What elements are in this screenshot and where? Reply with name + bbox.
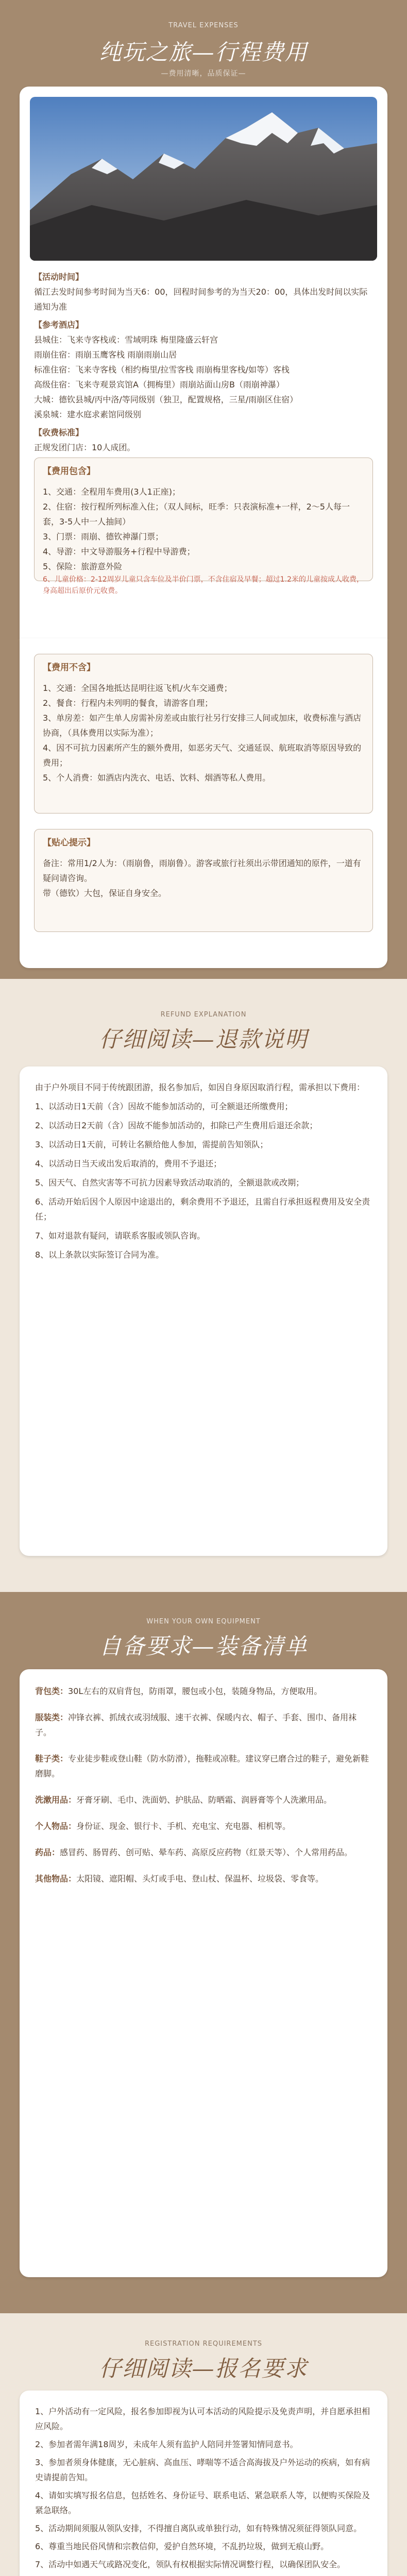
equip-item-label: 药品： — [35, 1848, 60, 1857]
expense-text-block — [34, 269, 374, 470]
include-line: 1、交通：全程用车费用(3人1正座)； — [43, 487, 181, 497]
expense-title: 纯玩之旅—行程费用 — [99, 40, 308, 65]
reference-line: 溪泉城：建水庭求素馆同级别 — [34, 410, 142, 419]
equip-section — [0, 1592, 407, 2313]
tips-line: 备注：常用1/2人为：（雨崩鲁，雨崩鲁）。游客或旅行社须出示带团通知的原件，一道有疑问请咨询。 — [43, 858, 361, 883]
exclude-line: 1、交通：全国各地抵达昆明往返飞机/火车交通费； — [43, 683, 232, 693]
expense-subtitle: —费用清晰，品质保证— — [161, 70, 246, 78]
equip-en-title: WHEN YOUR OWN EQUIPMENT — [146, 1618, 261, 1625]
include-line: 2、住宿：按行程所列标准入住；（双人间标，旺季：只表演标准+一样，2～5人每一套，3-5人中一人抽间） — [43, 502, 350, 527]
refund-line: 6、活动开始后因个人原因中途退出的，剩余费用不予退还，且需自行承担返程费用及安全责任； — [35, 1197, 370, 1222]
equip-item-label: 鞋子类： — [35, 1754, 69, 1764]
refund-line: 2、以活动日2天前（含）因故不能参加活动的，扣除已产生费用后退还余款； — [35, 1121, 318, 1130]
tips-title: 【贴心提示】 — [43, 838, 95, 848]
expense-en-title: TRAVEL EXPENSES — [168, 22, 239, 29]
equip-item — [35, 1684, 372, 1699]
equip-item-text: 专业徒步鞋或登山鞋（防水防滑），拖鞋或凉鞋。建议穿已磨合过的鞋子，避免新鞋磨脚。 — [35, 1754, 369, 1778]
reference-hotel-label: 【参考酒店】 — [34, 320, 84, 330]
signup-section — [0, 2313, 407, 2576]
refund-line: 8、以上条款以实际签订合同为准。 — [35, 1250, 164, 1260]
include-line: 4、导游：中文导游服务+行程中导游费； — [43, 547, 195, 556]
refund-line: 4、以活动日当天或出发后取消的，费用不予退还； — [35, 1159, 222, 1168]
include-line: 6、儿童价格：2-12周岁儿童只含车位及半价门票，不含住宿及早餐；超过1.2米的儿童按成人收费，身高超出后原价元收费。 — [43, 575, 364, 595]
snow-mountain-image — [30, 97, 377, 261]
reference-line: 县城住：飞来寺客栈或：雪域明珠 梅里隆盛云轩宫 — [34, 335, 218, 345]
equip-item-label: 服装类： — [35, 1713, 69, 1722]
activity-time-label: 【活动时间】 — [34, 272, 84, 282]
equip-card — [20, 1669, 387, 2277]
signup-line: 7、活动中如遇天气或路况变化，领队有权根据实际情况调整行程，以确保团队安全。 — [35, 2560, 346, 2569]
signup-en-title: REGISTRATION REQUIREMENTS — [144, 2340, 263, 2348]
signup-line: 6、尊重当地民俗风情和宗教信仰，爱护自然环境，不乱扔垃圾，做到无痕山野。 — [35, 2541, 329, 2551]
equip-item — [35, 1845, 372, 1860]
tips-line: 带（德钦）大包，保证自身安全。 — [43, 888, 167, 898]
exclude-tips-card — [20, 638, 387, 968]
refund-line: 3、以活动日1天前，可转让名额给他人参加，需提前告知领队； — [35, 1140, 268, 1149]
exclude-line: 4、因不可抗力因素所产生的额外费用，如恶劣天气、交通延误、航班取消等原因导致的费用； — [43, 743, 362, 768]
equip-item-text: 30L左右的双肩背包，防雨罩，腰包或小包，装随身物品，方便取用。 — [68, 1686, 323, 1696]
tips-box — [34, 829, 373, 932]
signup-card — [20, 2391, 387, 2576]
reference-line: 标准住宿：飞来寺客栈（相约梅里/拉雪客栈 雨崩梅里客栈/如等）客栈 — [34, 365, 290, 375]
include-line: 5、保险：旅游意外险 — [43, 562, 123, 571]
equip-item-label: 其他物品： — [35, 1874, 77, 1884]
signup-title: 仔细阅读—报名要求 — [99, 2356, 308, 2382]
refund-line: 7、如对退款有疑问，请联系客服或领队咨询。 — [35, 1231, 206, 1241]
signup-line: 4、请如实填写报名信息，包括姓名、身份证号、联系电话、紧急联系人等，以便购买保险及紧急联络。 — [35, 2490, 370, 2515]
include-line: 3、门票：雨崩、德钦神瀑门票； — [43, 532, 164, 541]
signup-line: 1、户外活动有一定风险，报名参加即视为认可本活动的风险提示及免责声明，并自愿承担相应风险。 — [35, 2406, 370, 2431]
equip-item — [35, 1792, 372, 1807]
equip-item-text: 感冒药、肠胃药、创可贴、晕车药、高原反应药物（红景天等）、个人常用药品。 — [60, 1848, 353, 1857]
equip-item-label: 个人物品： — [35, 1821, 77, 1831]
equip-item-label: 背包类： — [35, 1686, 69, 1696]
service-label: 【收费标准】 — [34, 428, 84, 437]
include-title: 【费用包含】 — [43, 466, 95, 477]
exclude-title: 【费用不含】 — [43, 663, 95, 673]
signup-line: 2、参加者需年满18周岁，未成年人须有监护人陪同并签署知情同意书。 — [35, 2439, 298, 2449]
equip-item — [35, 1819, 372, 1834]
reference-line: 雨崩住宿：雨崩玉鹰客栈 雨崩雨崩山居 — [34, 350, 177, 360]
refund-line: 5、因天气、自然灾害等不可抗力因素导致活动取消的，全额退款或改期； — [35, 1178, 304, 1188]
exclude-line: 3、单房差：如产生单人房需补房差或由旅行社另行安排三人间或加床，收费标准与酒店协商，（具体费用以实际为准）； — [43, 713, 362, 738]
refund-block — [0, 979, 407, 1592]
reference-line: 大城：德钦县城/丙中洛/等同级别（独卫，配置规格，三星/雨崩区住宿） — [34, 395, 298, 404]
equip-item — [35, 1871, 372, 1886]
signup-line: 3、参加者须身体健康，无心脏病、高血压、哮喘等不适合高海拔及户外运动的疾病，如有病史请提前告知。 — [35, 2458, 370, 2482]
equip-item-label: 洗漱用品： — [35, 1795, 77, 1805]
equip-item-text: 身份证、现金、银行卡、手机、充电宝、充电器、相机等。 — [76, 1821, 291, 1831]
equip-item — [35, 1751, 372, 1781]
refund-en-title: REFUND EXPLANATION — [160, 1011, 247, 1019]
service-line: 正规发团门店：10人成团。 — [34, 443, 135, 452]
exclude-box — [34, 654, 373, 814]
refund-line: 1、以活动日1天前（含）因故不能参加活动的，可全额退还所缴费用； — [35, 1101, 293, 1111]
reference-line: 高级住宿：飞来寺观景宾馆A（拥梅里）雨崩站面山房B（雨崩神瀑） — [34, 380, 284, 389]
refund-line: 由于户外项目不同于传统跟团游，报名参加后，如因自身原因取消行程，需承担以下费用： — [35, 1082, 365, 1092]
signup-line: 5、活动期间须服从领队安排，不得擅自离队或单独行动，如有特殊情况须征得领队同意。 — [35, 2523, 362, 2533]
activity-time-text: 循江去发时间参考时间为当天6：00，回程时间参考的为当天20：00，具体出发时间以实际通知为准 — [34, 287, 368, 312]
refund-title: 仔细阅读—退款说明 — [99, 1027, 308, 1053]
equip-item-text: 牙膏牙刷、毛巾、洗面奶、护肤品、防晒霜、润唇膏等个人洗漱用品。 — [76, 1795, 332, 1805]
refund-card — [20, 1066, 387, 1556]
equip-title: 自备要求—装备清单 — [99, 1634, 308, 1659]
exclude-line: 5、个人消费：如酒店内洗衣、电话、饮料、烟酒等私人费用。 — [43, 773, 271, 783]
equip-item-text: 冲锋衣裤、抓绒衣或羽绒服、速干衣裤、保暖内衣、帽子、手套、围巾、备用袜子。 — [35, 1713, 357, 1737]
exclude-line: 2、餐食：行程内未列明的餐食，请游客自理； — [43, 698, 213, 708]
equip-item — [35, 1710, 372, 1740]
expense-section — [0, 0, 407, 685]
equip-item-text: 太阳镜、遮阳帽、头灯或手电、登山杖、保温杯、垃圾袋、零食等。 — [76, 1874, 324, 1884]
